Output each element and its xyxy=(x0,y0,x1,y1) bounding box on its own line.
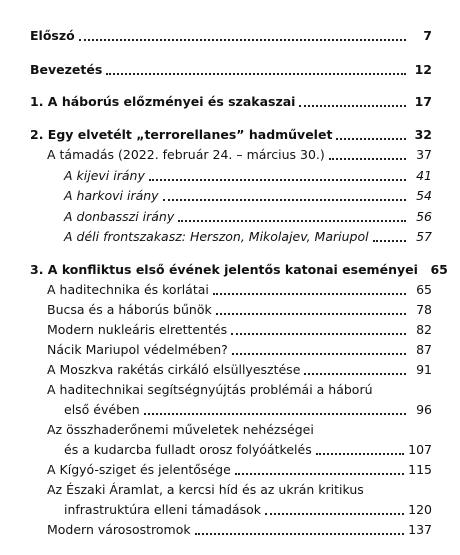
leader-dots xyxy=(373,240,406,242)
toc-entry-title: A támadás (2022. február 24. – március 30.) xyxy=(47,147,325,162)
toc-entry-title-line2: első évében xyxy=(64,402,140,417)
toc-entry-title: Az Északi Áramlat, a kercsi híd és az ukrán kritikus xyxy=(47,482,364,497)
toc-entry[interactable] xyxy=(64,164,432,184)
toc-entry-title: Modern városostromok xyxy=(47,522,191,537)
toc-entry-title: Bevezetés xyxy=(30,62,103,77)
toc-entry-title: A Kígyó-sziget és jelentősége xyxy=(47,462,231,477)
leader-dots xyxy=(235,473,404,475)
leader-dots xyxy=(232,353,406,355)
toc-page-number: 65 xyxy=(416,282,432,297)
leader-dots xyxy=(316,453,404,455)
toc-entry[interactable] xyxy=(30,90,432,110)
leader-dots xyxy=(216,313,406,315)
toc-page-number: 87 xyxy=(416,342,432,357)
toc-page-number: 7 xyxy=(423,28,432,43)
toc-page-number: 57 xyxy=(416,229,432,244)
leader-dots xyxy=(178,220,406,222)
toc-entry[interactable] xyxy=(47,338,432,358)
toc-entry-title: A haditechnika és korlátai xyxy=(47,282,209,297)
toc-page-number: 96 xyxy=(416,402,432,417)
toc-page-number: 56 xyxy=(416,209,432,224)
toc-entry[interactable] xyxy=(30,258,448,278)
toc-entry-title-line2: és a kudarcba fulladt orosz folyóátkelés xyxy=(64,442,312,457)
toc-entry[interactable] xyxy=(64,225,432,245)
toc-page-number: 17 xyxy=(414,94,432,109)
toc-entry-title: A kijevi irány xyxy=(64,168,145,183)
leader-dots xyxy=(79,39,406,41)
toc-entry-title: 2. Egy elvetélt „terrorellanes” hadművelet xyxy=(30,127,333,142)
leader-dots xyxy=(336,138,406,140)
leader-dots xyxy=(106,73,406,75)
toc-page-number: 41 xyxy=(416,168,432,183)
toc-entry-title: Előszó xyxy=(30,28,75,43)
toc-entry[interactable] xyxy=(47,143,432,163)
toc-page-number: 32 xyxy=(414,127,432,142)
leader-dots xyxy=(329,158,406,160)
toc-entry[interactable] xyxy=(64,184,432,204)
toc-entry-title-line2: infrastruktúra elleni támadások xyxy=(64,502,261,517)
toc-entry[interactable] xyxy=(47,358,432,378)
toc-entry[interactable] xyxy=(64,498,432,518)
toc-entry-title: Az összhaderőnemi műveletek nehézségei xyxy=(47,422,314,437)
leader-dots xyxy=(231,333,406,335)
toc-entry[interactable] xyxy=(30,24,432,44)
leader-dots xyxy=(149,179,406,181)
toc-page-number: 65 xyxy=(430,262,448,277)
leader-dots xyxy=(144,413,406,415)
toc-entry-title: A déli frontszakasz: Herszon, Mikolajev, Mariupol xyxy=(64,229,369,244)
toc-entry[interactable] xyxy=(47,298,432,318)
toc-page-number: 78 xyxy=(416,302,432,317)
toc-entry[interactable] xyxy=(47,318,432,338)
toc-entry-title: A donbasszi irány xyxy=(64,209,175,224)
toc-entry[interactable] xyxy=(64,205,432,225)
toc-entry-title: A harkovi irány xyxy=(64,188,159,203)
leader-dots xyxy=(265,513,404,515)
toc-page-number: 120 xyxy=(408,502,432,517)
toc-page-number: 107 xyxy=(408,442,432,457)
toc-page-number: 54 xyxy=(416,188,432,203)
toc-page-number: 115 xyxy=(408,462,432,477)
toc-entry[interactable] xyxy=(30,58,432,78)
leader-dots xyxy=(163,199,406,201)
leader-dots xyxy=(213,293,406,295)
toc-entry-title: Modern nukleáris elrettentés xyxy=(47,322,228,337)
toc-entry[interactable] xyxy=(47,518,432,538)
toc-entry-title: A Moszkva rakétás cirkáló elsüllyesztése xyxy=(47,362,301,377)
toc-page-number: 12 xyxy=(414,62,432,77)
toc-entry-title: 1. A háborús előzményei és szakaszai xyxy=(30,94,296,109)
toc-page-number: 82 xyxy=(416,322,432,337)
toc-entry-title: Nácik Mariupol védelmében? xyxy=(47,342,228,357)
toc-entry[interactable] xyxy=(64,438,432,458)
toc-entry[interactable] xyxy=(30,123,432,143)
toc-entry-title: 3. A konfliktus első évének jelentős katonai eseményei xyxy=(30,262,418,277)
toc-entry[interactable] xyxy=(47,458,432,478)
toc-entry[interactable] xyxy=(64,398,432,418)
toc-entry[interactable] xyxy=(47,278,432,298)
leader-dots xyxy=(299,105,406,107)
toc-entry-title: A haditechnikai segítségnyújtás problémái a háború xyxy=(47,382,373,397)
leader-dots xyxy=(195,533,405,535)
leader-dots xyxy=(304,373,406,375)
toc-page-number: 37 xyxy=(416,147,432,162)
toc-page-number: 137 xyxy=(408,522,432,537)
toc-entry-title: Bucsa és a háborús bűnök xyxy=(47,302,212,317)
toc-page-number: 91 xyxy=(416,362,432,377)
